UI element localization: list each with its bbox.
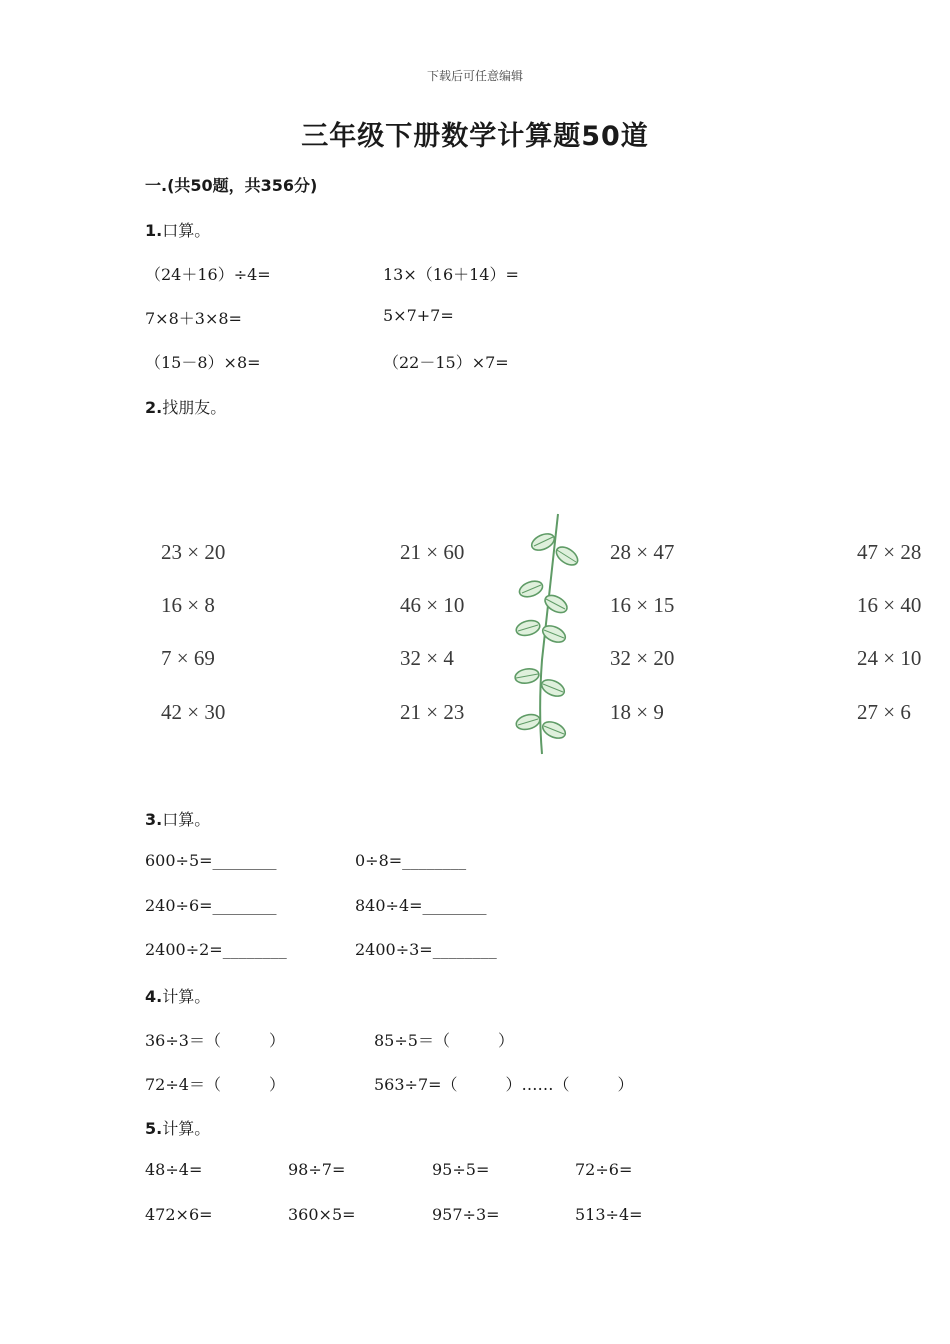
- q5-item-6: 360×5=: [288, 1205, 356, 1224]
- match-center-right-1: 28 × 47: [610, 540, 675, 564]
- q4-item-2: 85÷5＝（ ）: [374, 1031, 514, 1050]
- q4-item-3: 72÷4＝（ ）: [145, 1075, 285, 1094]
- match-right-1: 47 × 28: [857, 540, 922, 564]
- leaf-vine-icon: [510, 510, 580, 758]
- q3-item-6: 2400÷3=________: [355, 940, 497, 959]
- match-center-right-4: 18 × 9: [610, 700, 664, 724]
- q5-item-5: 472×6=: [145, 1205, 213, 1224]
- q3-item-3: 240÷6=________: [145, 896, 277, 915]
- match-center-left-1: 21 × 60: [400, 540, 465, 564]
- q1-item-6: （22－15）×7=: [383, 353, 509, 372]
- match-left-4: 42 × 30: [161, 700, 226, 724]
- page-title: 三年级下册数学计算题50道: [301, 121, 649, 152]
- q5-item-7: 957÷3=: [432, 1205, 500, 1224]
- q5-item-2: 98÷7=: [288, 1160, 346, 1179]
- q1-item-1: （24＋16）÷4=: [145, 265, 271, 284]
- match-center-left-4: 21 × 23: [400, 700, 465, 724]
- q5-item-8: 513÷4=: [575, 1205, 643, 1224]
- q1-item-2: 13×（16＋14）=: [383, 265, 519, 284]
- q4-item-1: 36÷3＝（ ）: [145, 1031, 285, 1050]
- question-5-title: [145, 1116, 210, 1139]
- q5-item-4: 72÷6=: [575, 1160, 633, 1179]
- question-5-number: 5.: [145, 1119, 163, 1138]
- question-1-number: 1.: [145, 221, 163, 240]
- page-header: 下载后可任意编辑: [426, 69, 523, 83]
- q1-item-4: 5×7+7=: [383, 306, 454, 325]
- section-heading: 一.(共50题，共356分): [145, 176, 318, 195]
- question-2-number: 2.: [145, 398, 163, 417]
- match-center-right-3: 32 × 20: [610, 646, 675, 670]
- q1-item-3: 7×8＋3×8=: [145, 309, 242, 328]
- question-3-title: [145, 807, 210, 830]
- q5-item-1: 48÷4=: [145, 1160, 203, 1179]
- question-4-title: [145, 984, 210, 1007]
- question-4-number: 4.: [145, 987, 163, 1006]
- question-5-label: 计算。: [162, 1119, 211, 1138]
- q1-item-5: （15－8）×8=: [145, 353, 261, 372]
- question-3-number: 3.: [145, 810, 163, 829]
- question-1-label: 口算。: [162, 221, 211, 240]
- match-right-3: 24 × 10: [857, 646, 922, 670]
- q3-item-4: 840÷4=________: [355, 896, 487, 915]
- match-right-4: 27 × 6: [857, 700, 911, 724]
- match-left-1: 23 × 20: [161, 540, 226, 564]
- match-center-right-2: 16 × 15: [610, 593, 675, 617]
- q3-item-1: 600÷5=________: [145, 851, 277, 870]
- q3-item-2: 0÷8=________: [355, 851, 467, 870]
- match-center-left-2: 46 × 10: [400, 593, 465, 617]
- question-1-title: [145, 218, 210, 241]
- match-center-left-3: 32 × 4: [400, 646, 454, 670]
- q5-item-3: 95÷5=: [432, 1160, 490, 1179]
- question-3-label: 口算。: [162, 810, 211, 829]
- question-4-label: 计算。: [162, 987, 211, 1006]
- q4-item-4: 563÷7=（ ）……（ ）: [374, 1075, 634, 1094]
- q3-item-5: 2400÷2=________: [145, 940, 287, 959]
- match-right-2: 16 × 40: [857, 593, 922, 617]
- match-left-2: 16 × 8: [161, 593, 215, 617]
- question-2-label: 找朋友。: [162, 398, 227, 417]
- question-2-title: [145, 395, 226, 418]
- match-left-3: 7 × 69: [161, 646, 215, 670]
